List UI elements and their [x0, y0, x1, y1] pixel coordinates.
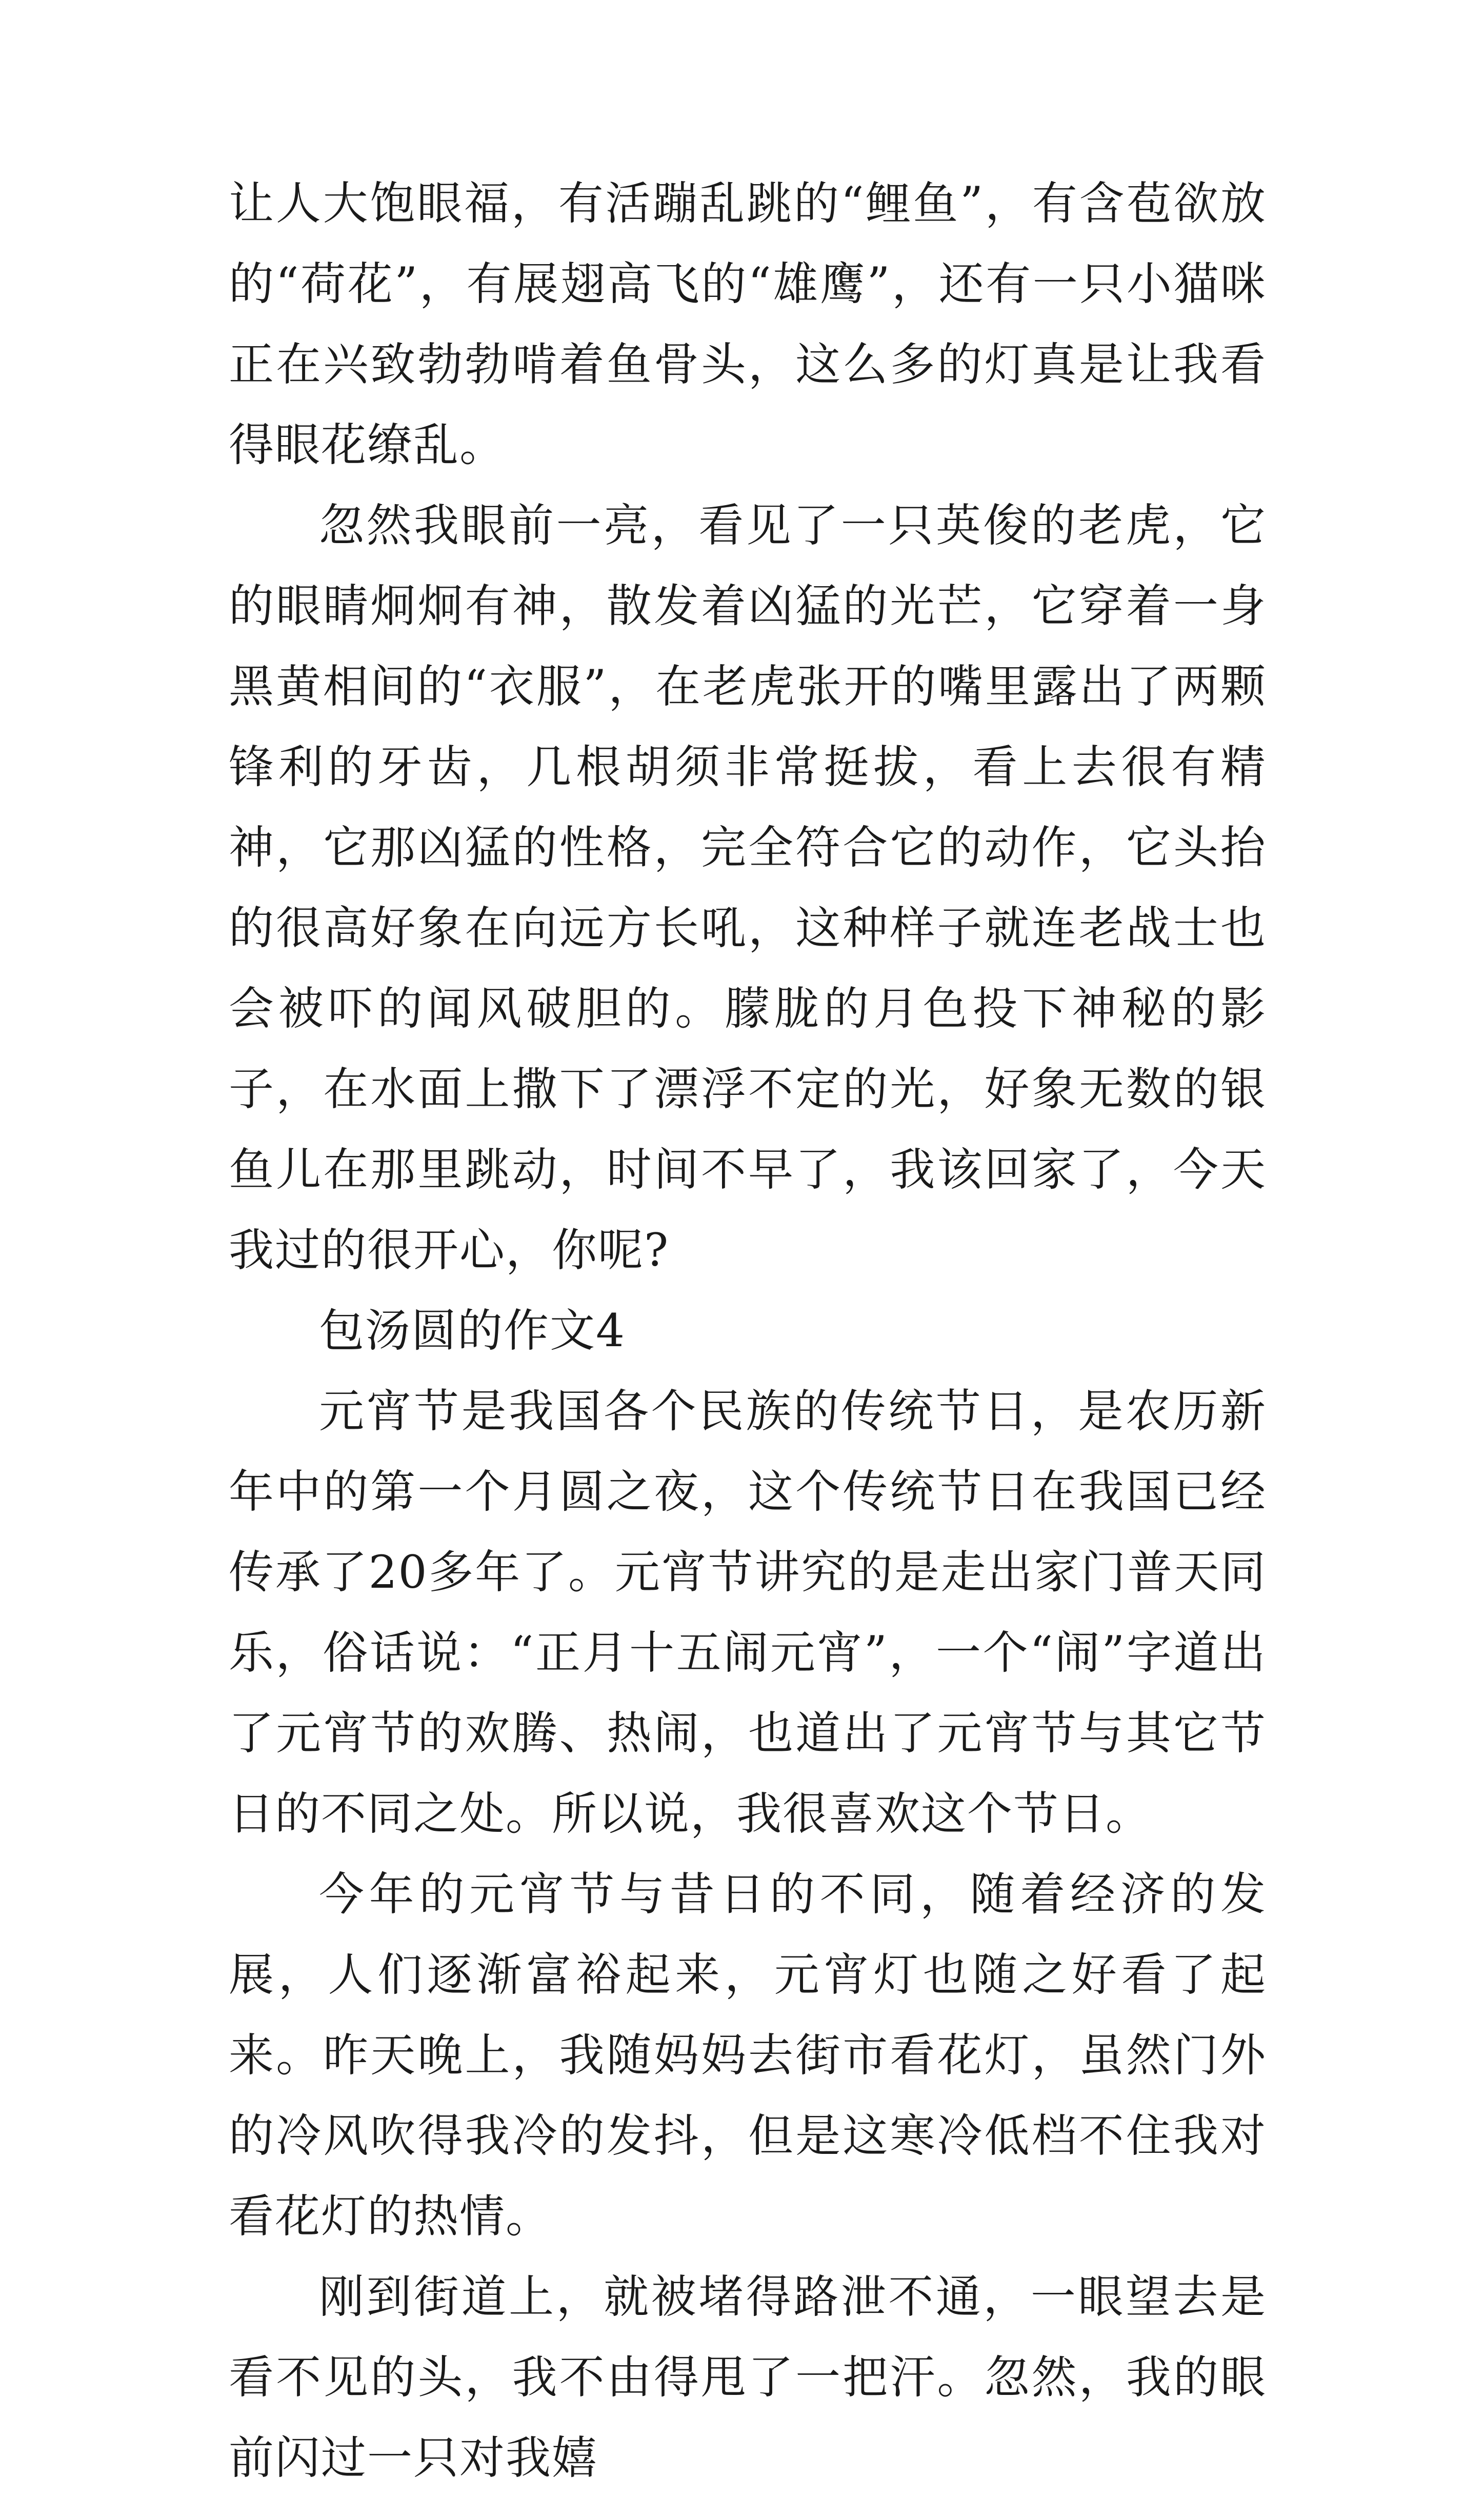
- paragraph-this-year: 今年的元宵节与昔日的不同，随着经济的发展，人们逐渐富裕起来，元宵灯也随之好看了起来。昨天晚上，我随妈妈去街市看花灯，虽然门外的冷风吹得我冷的发抖，但是这寒冷低档不住我对看花灯的热情。: [229, 1868, 1267, 2243]
- essay-title: 包汤圆的作文4: [319, 1304, 626, 1357]
- body-text: [229, 163, 1267, 2498]
- paragraph-tiger-lantern: 忽然我眼前一亮，看见了一只英俊的老虎，它的眼睛炯炯有神，散发着凶猛的光芒，它穿着一身黑黄相间的“衣服”，在老虎张开的嘴里露出了两颗锋利的牙齿，几根胡须非常挺拔，看上去很有精神，它那凶猛的性格，完全符合它的动作，它头抬的很高好象在向远方长吼，这种样子就连老战士也会被吓的闻风破胆的。朦胧的月色投下神秘的影子，在水面上撒下了漂浮不定的光，好象无数的银鱼儿在那里跳动，时间不早了，我该回家了，今天我过的很开心，你呢?: [229, 499, 1267, 1276]
- paragraph-street: 刚到街道上，就被堵得路泄不通，一眼望去是看不见的头，我不由得甩了一把汗。忽然，我的眼前闪过一只对我嬉: [229, 2270, 1267, 2484]
- paragraph-lantern-festival-intro: 元宵节是我国各个民族的传统节日，是农历新年中的第一个月圆之夜，这个传统节日在我国已经传承了20多年了。元宵节讲究的是走出家门普天同乐，俗话说：“正月十五闹元宵”，一个“闹”字道出了元宵节的欢腾、热闹，也道出了元宵节与其它节日的不同之处。所以说，我很喜欢这个节日。: [229, 1385, 1267, 1840]
- paragraph-continuation: 让人大饱眼福，有活蹦乱跳的“鲤鱼”，有含苞欲放的“荷花”，有展翅高飞的“雄鹰”，还有一只小猫咪正在兴致勃勃啃着鱼骨头，这么多的灯真是让我看得眼花缭乱。: [229, 177, 1267, 471]
